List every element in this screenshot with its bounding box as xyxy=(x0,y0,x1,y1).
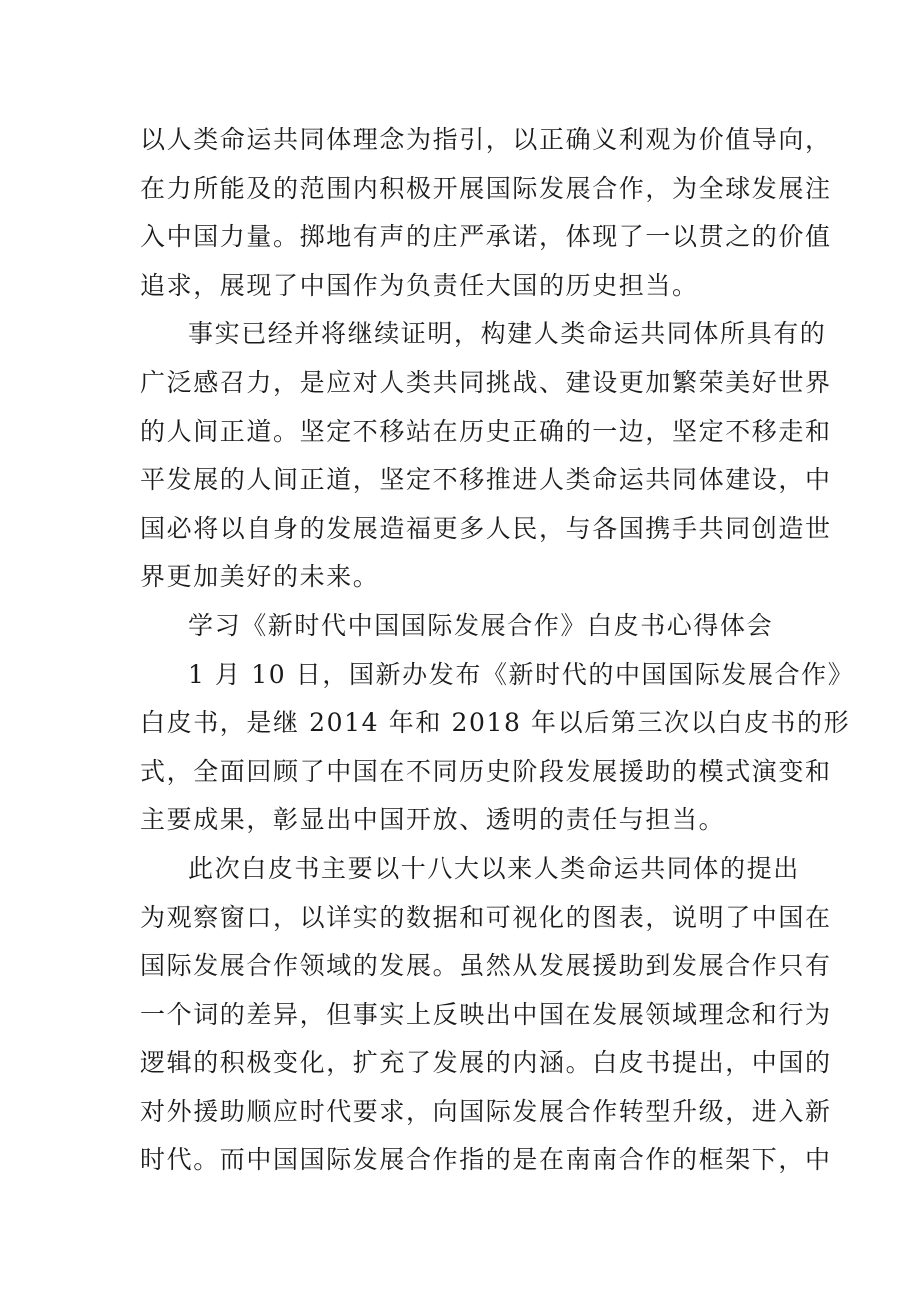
text-line: 国必将以自身的发展造福更多人民，与各国携手共同创造世 xyxy=(140,513,832,543)
text-line: 一个词的差异，但事实上反映出中国在发展领域理念和行为 xyxy=(140,999,832,1029)
paragraph-4 xyxy=(140,845,832,1185)
text-line: 1 月 10 日，国新办发布《新时代的中国国际发展合作》 xyxy=(188,659,855,689)
text-line: 逻辑的积极变化，扩充了发展的内涵。白皮书提出，中国的 xyxy=(140,1048,832,1078)
text-line: 的人间正道。坚定不移站在历史正确的一边，坚定不移走和 xyxy=(140,416,832,446)
text-line: 在力所能及的范围内积极开展国际发展合作，为全球发展注 xyxy=(140,173,832,203)
text-line: 平发展的人间正道，坚定不移推进人类命运共同体建设，中 xyxy=(140,465,832,495)
text-line: 主要成果，彰显出中国开放、透明的责任与担当。 xyxy=(140,805,726,835)
text-line: 时代。而中国国际发展合作指的是在南南合作的框架下，中 xyxy=(140,1145,832,1175)
text-line: 事实已经并将继续证明，构建人类命运共同体所具有的 xyxy=(188,319,827,349)
text-line: 为观察窗口，以详实的数据和可视化的图表，说明了中国在 xyxy=(140,902,832,932)
text-line: 广泛感召力，是应对人类共同挑战、建设更加繁荣美好世界 xyxy=(140,367,832,397)
section-title-text: 学习《新时代中国国际发展合作》白皮书心得体会 xyxy=(188,610,774,640)
text-line: 白皮书，是继 2014 年和 2018 年以后第三次以白皮书的形 xyxy=(140,708,851,738)
text-line: 对外援助顺应时代要求，向国际发展合作转型升级，进入新 xyxy=(140,1096,832,1126)
text-line: 追求，展现了中国作为负责任大国的历史担当。 xyxy=(140,270,699,300)
text-line: 国际发展合作领域的发展。虽然从发展援助到发展合作只有 xyxy=(140,951,832,981)
text-line: 以人类命运共同体理念为指引，以正确义利观为价值导向， xyxy=(140,125,832,154)
text-line: 式，全面回顾了中国在不同历史阶段发展援助的模式演变和 xyxy=(140,756,832,786)
section-title xyxy=(140,602,800,651)
paragraph-2 xyxy=(140,310,832,602)
text-line: 界更加美好的未来。 xyxy=(140,562,380,592)
text-line: 入中国力量。掷地有声的庄严承诺，体现了一以贯之的价值 xyxy=(140,222,832,252)
document-body xyxy=(140,116,855,1185)
paragraph-1 xyxy=(140,116,832,310)
paragraph-3 xyxy=(140,651,855,845)
text-line: 此次白皮书主要以十八大以来人类命运共同体的提出 xyxy=(188,853,800,883)
